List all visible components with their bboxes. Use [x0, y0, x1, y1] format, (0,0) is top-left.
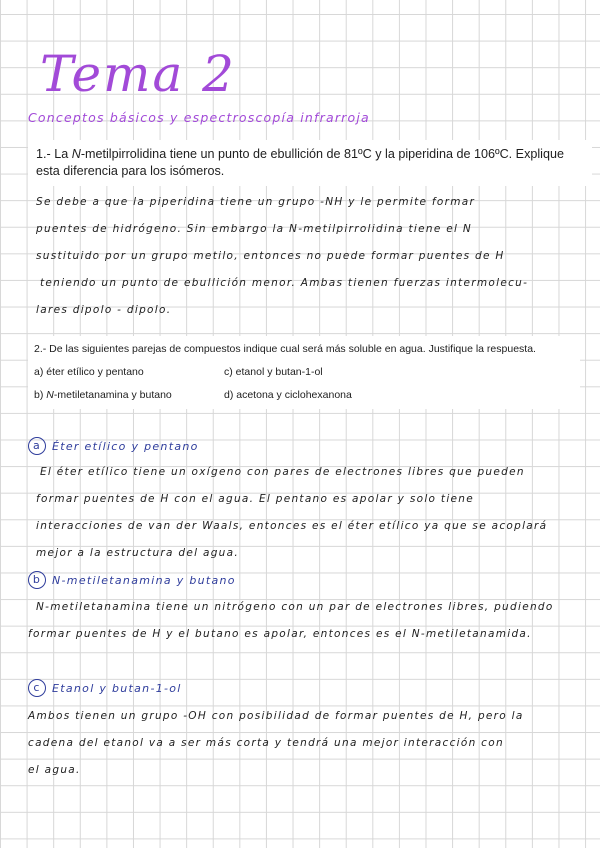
letter-a-circle: a: [28, 437, 46, 455]
answer-1-line: lares dipolo - dipolo.: [36, 304, 172, 316]
page-subtitle: Conceptos básicos y espectroscopía infrarroja: [28, 110, 370, 125]
answer-1-line: sustituido por un grupo metilo, entonces no puede formar puentes de H: [36, 250, 505, 262]
answer-c-line: cadena del etanol va a ser más corta y tendrá una mejor interacción con: [28, 737, 504, 749]
option-c: c) etanol y butan-1-ol: [224, 366, 323, 378]
answer-a-line: mejor a la estructura del agua.: [36, 547, 240, 559]
answer-b-line: formar puentes de H y el butano es apolar, entonces es el N-metiletanamida.: [28, 628, 532, 640]
option-a: a) éter etílico y pentano: [34, 366, 144, 378]
question-2: [28, 336, 580, 409]
option-b-prefix: b): [34, 389, 47, 401]
answer-a-heading-text: Éter etílico y pentano: [52, 439, 199, 453]
answer-c-heading-text: Etanol y butan-1-ol: [52, 681, 182, 695]
question-1-text: -metilpirrolidina tiene un punto de ebullición de 81ºC y la piperidina de 106ºC. Explique esta diferencia para los isómeros.: [36, 147, 564, 178]
question-2-text: 2.- De las siguientes parejas de compuestos indique cual será más soluble en agua. Justifique la respuesta.: [34, 343, 536, 355]
question-1-prefix: 1.- La: [36, 147, 72, 161]
answer-b-heading-text: N-metiletanamina y butano: [52, 573, 236, 587]
question-2-options: [34, 365, 574, 403]
answer-1-line: puentes de hidrógeno. Sin embargo la N-metilpirrolidina tiene el N: [36, 223, 473, 235]
letter-c-circle: c: [28, 679, 46, 697]
option-b-italic: N: [46, 389, 54, 401]
option-d: d) acetona y ciclohexanona: [224, 389, 352, 401]
answer-c-line: Ambos tienen un grupo -OH con posibilidad de formar puentes de H, pero la: [28, 710, 524, 722]
answer-b-line: N-metiletanamina tiene un nitrógeno con un par de electrones libres, pudiendo: [36, 601, 554, 613]
answer-c-line: el agua.: [28, 764, 81, 776]
answer-c-heading: [28, 679, 182, 697]
option-b-rest: -metiletanamina y butano: [53, 389, 172, 401]
letter-b-circle: b: [28, 571, 46, 589]
answer-a-line: interacciones de van der Waals, entonces es el éter etílico ya que se acoplará: [36, 520, 548, 532]
question-1-italic: N: [71, 147, 81, 161]
page-title: Tema 2: [40, 45, 236, 103]
answer-1-line: teniendo un punto de ebullición menor. Ambas tienen fuerzas intermolecu-: [40, 277, 529, 289]
answer-a-heading: [28, 437, 199, 455]
option-b: [34, 388, 224, 403]
question-1: [28, 140, 592, 186]
answer-a-line: formar puentes de H con el agua. El pentano es apolar y solo tiene: [36, 493, 475, 505]
answer-b-heading: [28, 571, 236, 589]
answer-a-line: El éter etílico tiene un oxígeno con pares de electrones libres que pueden: [40, 466, 525, 478]
answer-1-line: Se debe a que la piperidina tiene un grupo -NH y le permite formar: [36, 196, 476, 208]
